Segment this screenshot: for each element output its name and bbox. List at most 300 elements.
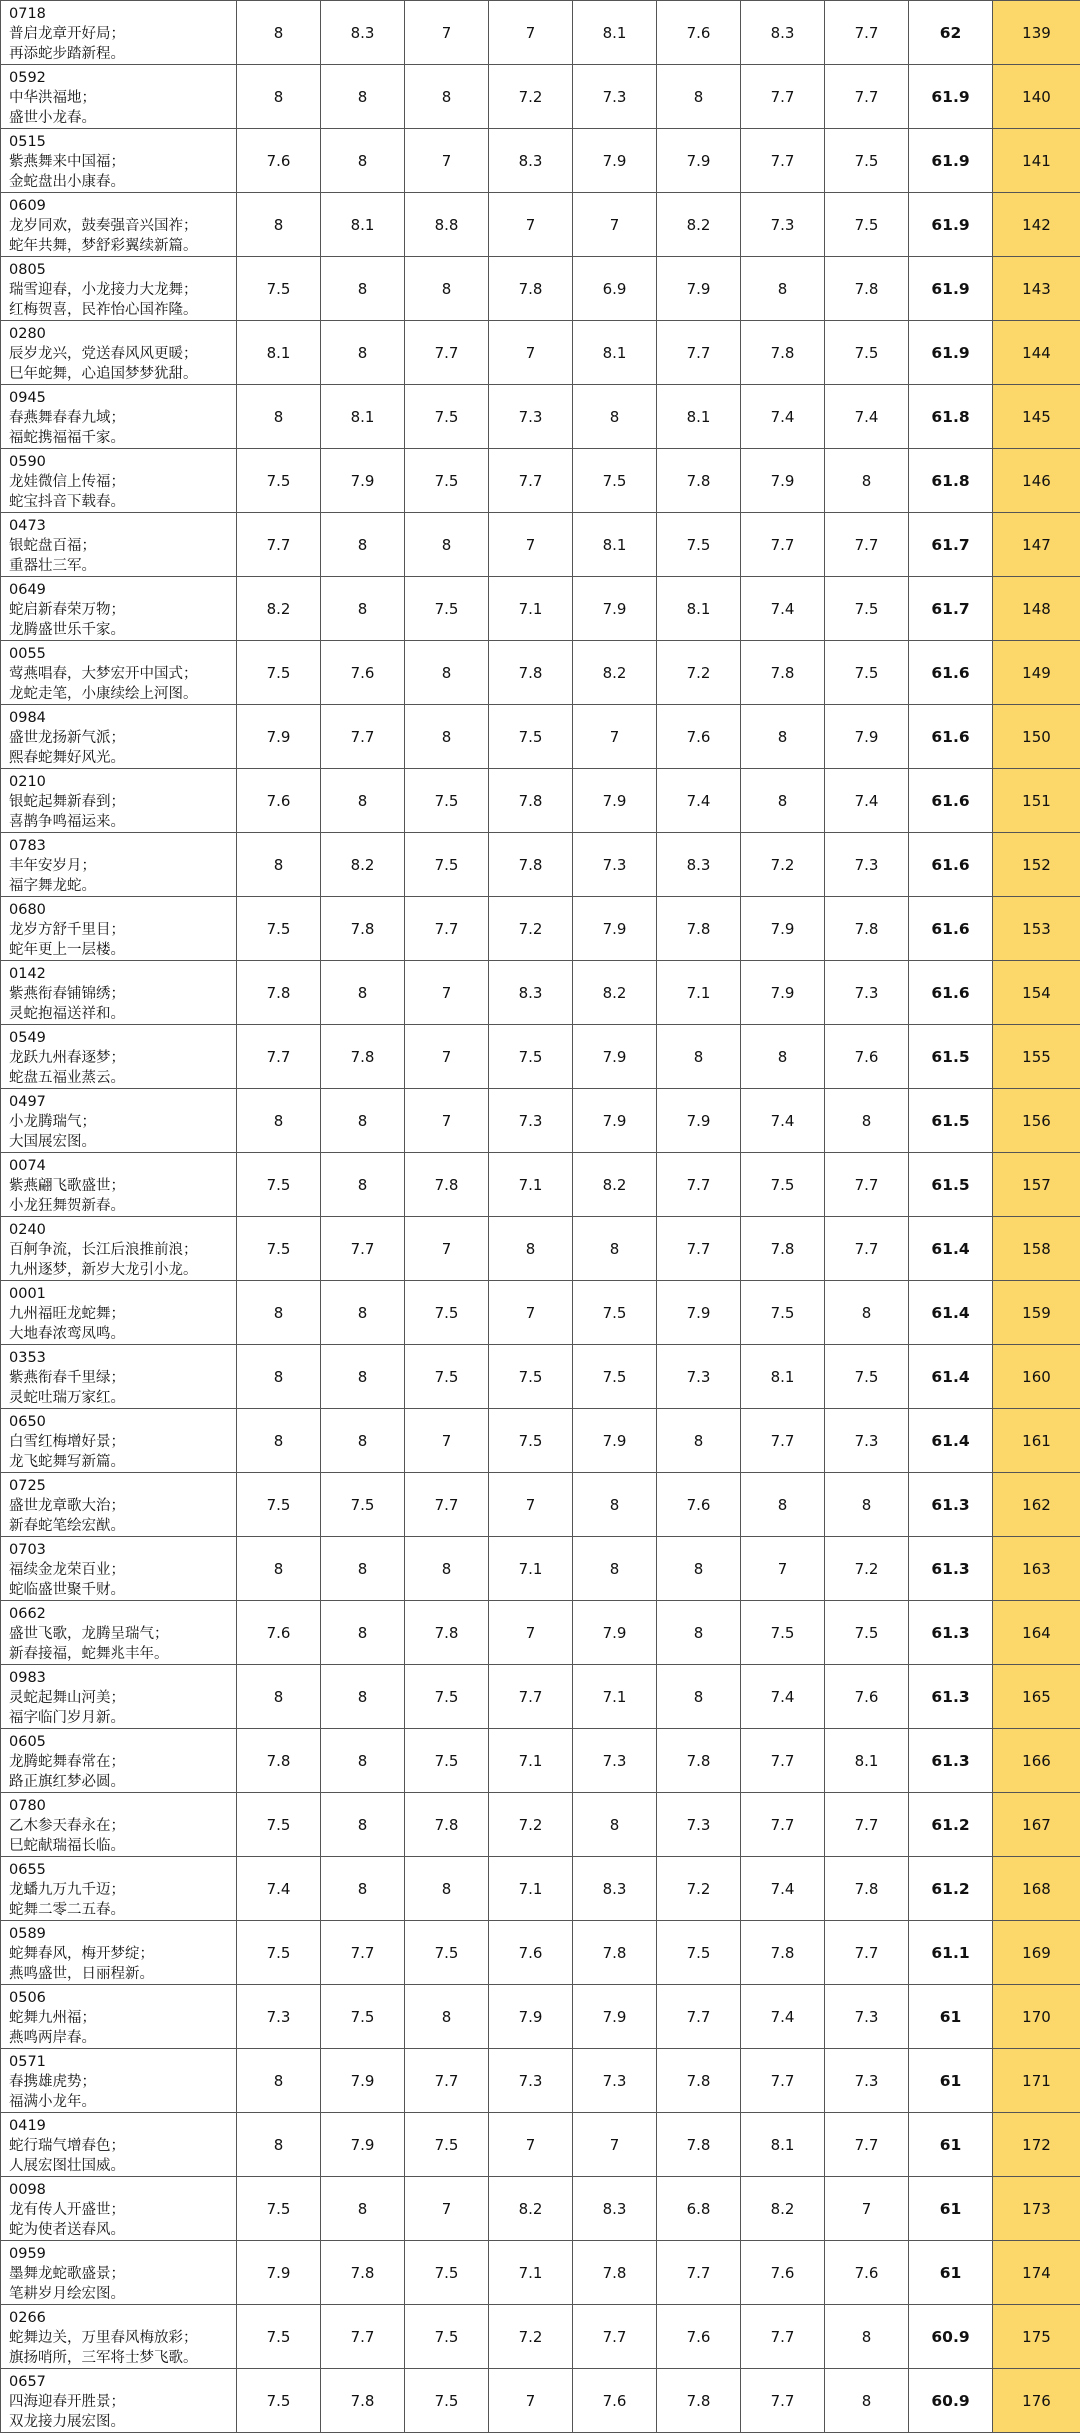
judge-score-2: 8 — [321, 769, 405, 833]
judge-score-7: 8.1 — [741, 1345, 825, 1409]
table-row — [1, 705, 1080, 769]
couplet-line-2: 再添蛇步踏新程。 — [9, 44, 234, 64]
judge-score-8: 7.7 — [825, 2113, 909, 2177]
judge-score-2: 8 — [321, 65, 405, 129]
couplet-line-1: 蛇舞九州福； — [9, 2008, 234, 2028]
judge-score-1: 8 — [237, 1281, 321, 1345]
table-row — [1, 2113, 1080, 2177]
judge-score-5: 7.8 — [573, 2241, 657, 2305]
table-row — [1, 385, 1080, 449]
judge-score-1: 8 — [237, 385, 321, 449]
couplet-line-2: 蛇临盛世聚千财。 — [9, 1580, 234, 1600]
judge-score-7: 7.7 — [741, 2049, 825, 2113]
couplet-line-2: 盛世小龙春。 — [9, 108, 234, 128]
total-score: 61.5 — [909, 1089, 993, 1153]
judge-score-6: 8 — [657, 1537, 741, 1601]
rank-cell: 176 — [993, 2369, 1080, 2433]
rank-cell: 152 — [993, 833, 1080, 897]
judge-score-8: 7.6 — [825, 2241, 909, 2305]
couplet-line-1: 蛇行瑞气增春色； — [9, 2136, 234, 2156]
couplet-line-2: 燕鸣盛世，日丽程新。 — [9, 1964, 234, 1984]
rank-cell: 140 — [993, 65, 1080, 129]
judge-score-6: 7.7 — [657, 1985, 741, 2049]
judge-score-1: 7.7 — [237, 1025, 321, 1089]
table-row — [1, 961, 1080, 1025]
couplet-line-2: 龙飞蛇舞写新篇。 — [9, 1452, 234, 1472]
judge-score-3: 7.7 — [405, 897, 489, 961]
rank-cell: 172 — [993, 2113, 1080, 2177]
entry-cell — [1, 1665, 237, 1729]
judge-score-2: 8 — [321, 1857, 405, 1921]
judge-score-6: 8.1 — [657, 385, 741, 449]
judge-score-2: 8 — [321, 961, 405, 1025]
couplet-line-2: 人展宏图壮国威。 — [9, 2156, 234, 2176]
judge-score-8: 7.5 — [825, 129, 909, 193]
couplet-line-1: 盛世飞歌，龙腾呈瑞气； — [9, 1624, 234, 1644]
judge-score-4: 7.5 — [489, 705, 573, 769]
judge-score-7: 8.2 — [741, 2177, 825, 2241]
judge-score-3: 7.5 — [405, 385, 489, 449]
judge-score-4: 7.1 — [489, 1537, 573, 1601]
judge-score-2: 8.2 — [321, 833, 405, 897]
judge-score-6: 7.6 — [657, 705, 741, 769]
entry-id: 0055 — [9, 644, 234, 664]
judge-score-6: 7.7 — [657, 2241, 741, 2305]
entry-id: 0662 — [9, 1604, 234, 1624]
judge-score-4: 7.2 — [489, 1793, 573, 1857]
total-score: 61.5 — [909, 1153, 993, 1217]
entry-id: 0725 — [9, 1476, 234, 1496]
judge-score-4: 7 — [489, 1281, 573, 1345]
total-score: 61.3 — [909, 1729, 993, 1793]
judge-score-7: 8 — [741, 769, 825, 833]
judge-score-8: 7.7 — [825, 1921, 909, 1985]
rank-cell: 156 — [993, 1089, 1080, 1153]
entry-cell — [1, 2369, 237, 2433]
judge-score-8: 7.5 — [825, 1345, 909, 1409]
entry-cell — [1, 2177, 237, 2241]
judge-score-6: 7.8 — [657, 2049, 741, 2113]
judge-score-4: 7 — [489, 2369, 573, 2433]
judge-score-4: 7.8 — [489, 833, 573, 897]
judge-score-7: 7.5 — [741, 1601, 825, 1665]
judge-score-5: 8 — [573, 1537, 657, 1601]
rank-cell: 153 — [993, 897, 1080, 961]
entry-id: 0655 — [9, 1860, 234, 1880]
judge-score-3: 7 — [405, 1, 489, 65]
judge-score-1: 7.5 — [237, 897, 321, 961]
couplet-line-1: 紫燕翩飞歌盛世； — [9, 1176, 234, 1196]
entry-id: 0590 — [9, 452, 234, 472]
judge-score-3: 7.7 — [405, 321, 489, 385]
judge-score-5: 8 — [573, 385, 657, 449]
table-row — [1, 577, 1080, 641]
judge-score-5: 7.6 — [573, 2369, 657, 2433]
table-row — [1, 1985, 1080, 2049]
judge-score-8: 7.7 — [825, 65, 909, 129]
judge-score-2: 7.8 — [321, 2369, 405, 2433]
entry-cell — [1, 2049, 237, 2113]
judge-score-7: 7.7 — [741, 65, 825, 129]
entry-id: 0506 — [9, 1988, 234, 2008]
judge-score-4: 7 — [489, 1473, 573, 1537]
entry-id: 0780 — [9, 1796, 234, 1816]
judge-score-7: 7.7 — [741, 2369, 825, 2433]
rank-cell: 171 — [993, 2049, 1080, 2113]
entry-id: 0142 — [9, 964, 234, 984]
judge-score-3: 7.5 — [405, 1729, 489, 1793]
total-score: 61.3 — [909, 1537, 993, 1601]
total-score: 61.9 — [909, 65, 993, 129]
total-score: 61.3 — [909, 1473, 993, 1537]
judge-score-8: 7.5 — [825, 577, 909, 641]
entry-cell — [1, 1089, 237, 1153]
table-row — [1, 1217, 1080, 1281]
couplet-line-1: 墨舞龙蛇歌盛景； — [9, 2264, 234, 2284]
table-row — [1, 1601, 1080, 1665]
judge-score-4: 7 — [489, 1601, 573, 1665]
table-row — [1, 1, 1080, 65]
couplet-line-2: 大国展宏图。 — [9, 1132, 234, 1152]
table-row — [1, 449, 1080, 513]
judge-score-4: 7 — [489, 321, 573, 385]
judge-score-3: 8 — [405, 705, 489, 769]
judge-score-8: 8 — [825, 1473, 909, 1537]
judge-score-6: 8 — [657, 65, 741, 129]
judge-score-6: 7.5 — [657, 513, 741, 577]
judge-score-1: 8 — [237, 1345, 321, 1409]
couplet-line-1: 紫燕衔春千里绿； — [9, 1368, 234, 1388]
couplet-line-1: 龙蟠九万九千迈； — [9, 1880, 234, 1900]
judge-score-2: 7.9 — [321, 2113, 405, 2177]
table-row — [1, 1409, 1080, 1473]
total-score: 60.9 — [909, 2369, 993, 2433]
judge-score-5: 7.9 — [573, 769, 657, 833]
judge-score-7: 7.8 — [741, 1217, 825, 1281]
judge-score-1: 7.6 — [237, 769, 321, 833]
judge-score-1: 8 — [237, 833, 321, 897]
judge-score-2: 8 — [321, 1665, 405, 1729]
entry-cell — [1, 1409, 237, 1473]
judge-score-1: 7.6 — [237, 129, 321, 193]
couplet-line-1: 龙岁方舒千里目； — [9, 920, 234, 940]
entry-id: 0473 — [9, 516, 234, 536]
judge-score-3: 7 — [405, 961, 489, 1025]
judge-score-8: 7.4 — [825, 385, 909, 449]
judge-score-7: 7.4 — [741, 577, 825, 641]
judge-score-2: 7.5 — [321, 1985, 405, 2049]
couplet-line-2: 重器壮三军。 — [9, 556, 234, 576]
judge-score-1: 8 — [237, 1409, 321, 1473]
judge-score-4: 7.5 — [489, 1345, 573, 1409]
judge-score-3: 7.7 — [405, 1473, 489, 1537]
entry-cell — [1, 1025, 237, 1089]
judge-score-1: 7.7 — [237, 513, 321, 577]
judge-score-3: 7.5 — [405, 2369, 489, 2433]
couplet-line-1: 蛇启新春荣万物； — [9, 600, 234, 620]
rank-cell: 157 — [993, 1153, 1080, 1217]
entry-cell — [1, 449, 237, 513]
rank-cell: 173 — [993, 2177, 1080, 2241]
judge-score-5: 7.5 — [573, 1281, 657, 1345]
couplet-line-2: 金蛇盘出小康春。 — [9, 172, 234, 192]
table-row — [1, 1537, 1080, 1601]
entry-id: 0210 — [9, 772, 234, 792]
judge-score-8: 7.5 — [825, 321, 909, 385]
judge-score-2: 8 — [321, 577, 405, 641]
judge-score-5: 8.1 — [573, 1, 657, 65]
judge-score-2: 7.6 — [321, 641, 405, 705]
judge-score-5: 8.3 — [573, 2177, 657, 2241]
judge-score-6: 8.3 — [657, 833, 741, 897]
couplet-line-2: 路正旗红梦必圆。 — [9, 1772, 234, 1792]
judge-score-1: 7.5 — [237, 1793, 321, 1857]
entry-cell — [1, 385, 237, 449]
total-score: 61.6 — [909, 641, 993, 705]
judge-score-2: 8 — [321, 1793, 405, 1857]
entry-id: 0266 — [9, 2308, 234, 2328]
couplet-line-2: 福字临门岁月新。 — [9, 1708, 234, 1728]
judge-score-5: 7.9 — [573, 129, 657, 193]
judge-score-2: 7.8 — [321, 2241, 405, 2305]
judge-score-3: 7.5 — [405, 577, 489, 641]
judge-score-5: 8.1 — [573, 321, 657, 385]
judge-score-5: 7.9 — [573, 897, 657, 961]
judge-score-8: 7.5 — [825, 641, 909, 705]
judge-score-4: 7.1 — [489, 1153, 573, 1217]
judge-score-7: 8 — [741, 257, 825, 321]
judge-score-7: 8 — [741, 705, 825, 769]
entry-cell — [1, 2241, 237, 2305]
judge-score-1: 8.2 — [237, 577, 321, 641]
entry-cell — [1, 705, 237, 769]
entry-cell — [1, 641, 237, 705]
judge-score-8: 8 — [825, 1089, 909, 1153]
couplet-line-1: 九州福旺龙蛇舞； — [9, 1304, 234, 1324]
judge-score-3: 7.5 — [405, 2241, 489, 2305]
rank-cell: 143 — [993, 257, 1080, 321]
judge-score-7: 7.9 — [741, 961, 825, 1025]
entry-id: 0783 — [9, 836, 234, 856]
entry-cell — [1, 1921, 237, 1985]
entry-cell — [1, 321, 237, 385]
judge-score-4: 7.3 — [489, 385, 573, 449]
judge-score-3: 7.5 — [405, 769, 489, 833]
judge-score-7: 8 — [741, 1025, 825, 1089]
couplet-line-2: 蛇宝抖音下载春。 — [9, 492, 234, 512]
judge-score-2: 7.7 — [321, 2305, 405, 2369]
rank-cell: 141 — [993, 129, 1080, 193]
judge-score-2: 7.7 — [321, 1217, 405, 1281]
judge-score-3: 7 — [405, 2177, 489, 2241]
entry-cell — [1, 1473, 237, 1537]
entry-id: 0983 — [9, 1668, 234, 1688]
judge-score-6: 7.5 — [657, 1921, 741, 1985]
couplet-line-2: 蛇为使者送春风。 — [9, 2220, 234, 2240]
table-row — [1, 1793, 1080, 1857]
judge-score-8: 7.6 — [825, 1025, 909, 1089]
rank-cell: 169 — [993, 1921, 1080, 1985]
judge-score-2: 8.1 — [321, 193, 405, 257]
judge-score-1: 7.9 — [237, 2241, 321, 2305]
judge-score-8: 7.6 — [825, 1665, 909, 1729]
judge-score-3: 8 — [405, 65, 489, 129]
couplet-line-2: 熙春蛇舞好风光。 — [9, 748, 234, 768]
judge-score-6: 8 — [657, 1409, 741, 1473]
table-row — [1, 2241, 1080, 2305]
judge-score-2: 8 — [321, 1281, 405, 1345]
entry-cell — [1, 129, 237, 193]
judge-score-8: 7.5 — [825, 1601, 909, 1665]
total-score: 61.8 — [909, 449, 993, 513]
judge-score-4: 7.1 — [489, 577, 573, 641]
couplet-line-1: 莺燕唱春，大梦宏开中国式； — [9, 664, 234, 684]
judge-score-5: 7.3 — [573, 2049, 657, 2113]
judge-score-7: 8.1 — [741, 2113, 825, 2177]
entry-id: 0571 — [9, 2052, 234, 2072]
entry-id: 0650 — [9, 1412, 234, 1432]
judge-score-4: 8.3 — [489, 129, 573, 193]
judge-score-6: 7.9 — [657, 1089, 741, 1153]
judge-score-5: 7.1 — [573, 1665, 657, 1729]
rank-cell: 149 — [993, 641, 1080, 705]
judge-score-8: 7.3 — [825, 833, 909, 897]
rank-cell: 160 — [993, 1345, 1080, 1409]
judge-score-7: 7.2 — [741, 833, 825, 897]
judge-score-2: 8 — [321, 1409, 405, 1473]
judge-score-2: 8 — [321, 2177, 405, 2241]
judge-score-5: 7.9 — [573, 1025, 657, 1089]
rank-cell: 168 — [993, 1857, 1080, 1921]
judge-score-3: 7.5 — [405, 1345, 489, 1409]
entry-cell — [1, 1793, 237, 1857]
couplet-line-2: 燕鸣两岸春。 — [9, 2028, 234, 2048]
couplet-line-1: 福续金龙荣百业； — [9, 1560, 234, 1580]
rank-cell: 158 — [993, 1217, 1080, 1281]
judge-score-7: 7.4 — [741, 1089, 825, 1153]
table-row — [1, 1729, 1080, 1793]
judge-score-6: 7.8 — [657, 449, 741, 513]
judge-score-3: 7 — [405, 1089, 489, 1153]
judge-score-3: 7 — [405, 129, 489, 193]
judge-score-5: 8 — [573, 1473, 657, 1537]
total-score: 61.6 — [909, 833, 993, 897]
total-score: 61.8 — [909, 385, 993, 449]
table-row — [1, 2049, 1080, 2113]
judge-score-1: 7.5 — [237, 1153, 321, 1217]
couplet-line-1: 四海迎春开胜景； — [9, 2392, 234, 2412]
judge-score-8: 8 — [825, 449, 909, 513]
judge-score-8: 7.7 — [825, 1217, 909, 1281]
judge-score-7: 7.4 — [741, 1665, 825, 1729]
total-score: 61.6 — [909, 769, 993, 833]
total-score: 61 — [909, 2241, 993, 2305]
judge-score-5: 7 — [573, 2113, 657, 2177]
entry-id: 0280 — [9, 324, 234, 344]
couplet-line-2: 蛇年更上一层楼。 — [9, 940, 234, 960]
couplet-line-1: 百舸争流，长江后浪推前浪； — [9, 1240, 234, 1260]
judge-score-8: 7.3 — [825, 961, 909, 1025]
judge-score-1: 8 — [237, 2113, 321, 2177]
table-row — [1, 2177, 1080, 2241]
judge-score-7: 7.9 — [741, 897, 825, 961]
rank-cell: 151 — [993, 769, 1080, 833]
couplet-line-1: 春携雄虎势； — [9, 2072, 234, 2092]
entry-id: 0680 — [9, 900, 234, 920]
judge-score-7: 7.7 — [741, 1793, 825, 1857]
judge-score-2: 7.9 — [321, 449, 405, 513]
judge-score-6: 7.9 — [657, 1281, 741, 1345]
couplet-line-1: 龙有传人开盛世； — [9, 2200, 234, 2220]
entry-cell — [1, 1985, 237, 2049]
judge-score-5: 8 — [573, 1793, 657, 1857]
couplet-line-1: 辰岁龙兴，党送春风风更暖； — [9, 344, 234, 364]
judge-score-6: 7.2 — [657, 1857, 741, 1921]
judge-score-3: 7 — [405, 1409, 489, 1473]
table-row — [1, 1921, 1080, 1985]
judge-score-6: 8 — [657, 1601, 741, 1665]
judge-score-2: 7.7 — [321, 705, 405, 769]
judge-score-2: 8 — [321, 513, 405, 577]
judge-score-8: 8 — [825, 2305, 909, 2369]
judge-score-2: 8 — [321, 1537, 405, 1601]
entry-id: 0240 — [9, 1220, 234, 1240]
judge-score-5: 8.3 — [573, 1857, 657, 1921]
judge-score-1: 8 — [237, 1665, 321, 1729]
couplet-line-1: 龙娃微信上传福； — [9, 472, 234, 492]
judge-score-1: 7.5 — [237, 2177, 321, 2241]
total-score: 61 — [909, 1985, 993, 2049]
judge-score-6: 7.9 — [657, 257, 741, 321]
couplet-line-2: 笔耕岁月绘宏图。 — [9, 2284, 234, 2304]
judge-score-3: 7.5 — [405, 1281, 489, 1345]
judge-score-5: 7 — [573, 705, 657, 769]
judge-score-8: 7.4 — [825, 769, 909, 833]
entry-id: 0718 — [9, 4, 234, 24]
judge-score-6: 7.7 — [657, 1153, 741, 1217]
judge-score-4: 7.6 — [489, 1921, 573, 1985]
entry-cell — [1, 2113, 237, 2177]
judge-score-5: 7.3 — [573, 833, 657, 897]
couplet-line-1: 小龙腾瑞气； — [9, 1112, 234, 1132]
judge-score-2: 7.5 — [321, 1473, 405, 1537]
couplet-line-1: 龙跃九州春逐梦； — [9, 1048, 234, 1068]
total-score: 61.2 — [909, 1857, 993, 1921]
judge-score-1: 7.4 — [237, 1857, 321, 1921]
couplet-line-1: 丰年安岁月； — [9, 856, 234, 876]
rank-cell: 164 — [993, 1601, 1080, 1665]
couplet-line-2: 灵蛇抱福送祥和。 — [9, 1004, 234, 1024]
entry-cell — [1, 769, 237, 833]
judge-score-6: 7.2 — [657, 641, 741, 705]
couplet-line-2: 灵蛇吐瑞万家红。 — [9, 1388, 234, 1408]
table-row — [1, 513, 1080, 577]
judge-score-4: 7.9 — [489, 1985, 573, 2049]
entry-cell — [1, 1217, 237, 1281]
judge-score-6: 6.8 — [657, 2177, 741, 2241]
couplet-line-1: 紫燕衔春铺锦绣； — [9, 984, 234, 1004]
judge-score-4: 7.1 — [489, 1857, 573, 1921]
judge-score-4: 7.1 — [489, 1729, 573, 1793]
judge-score-2: 7.9 — [321, 2049, 405, 2113]
judge-score-5: 7.9 — [573, 577, 657, 641]
couplet-line-1: 蛇舞春风，梅开梦绽； — [9, 1944, 234, 1964]
judge-score-2: 8 — [321, 1089, 405, 1153]
total-score: 61 — [909, 2113, 993, 2177]
judge-score-1: 7.5 — [237, 2369, 321, 2433]
couplet-line-1: 瑞雪迎春，小龙接力大龙舞； — [9, 280, 234, 300]
judge-score-8: 8 — [825, 2369, 909, 2433]
